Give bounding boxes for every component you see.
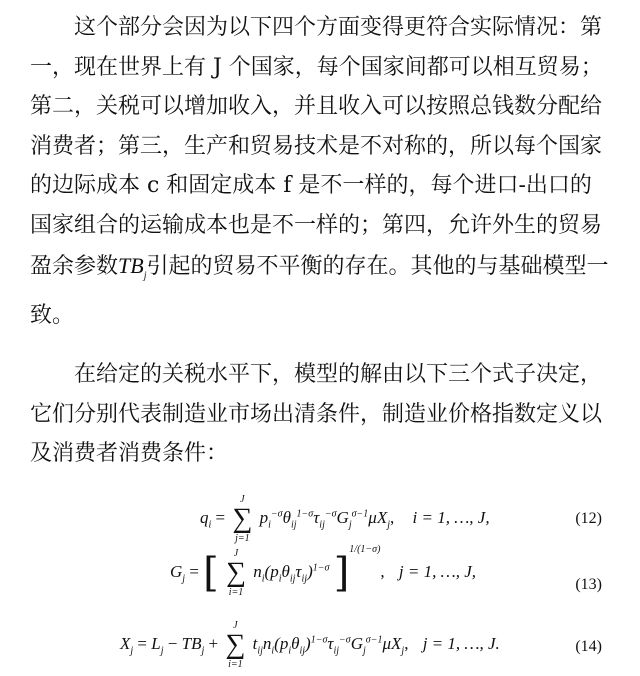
equation-13 bbox=[0, 544, 640, 618]
paragraph-intro bbox=[30, 8, 610, 335]
equation-14-body: $X_j = L_j - TB_j$ + J ∑ i=1 $t_{ij}n_i(p_i\theta_{ij})^{1-\sigma}\tau_{ij}^{-\sigma}G_j^{\sigma-1}\mu X_j$, j = 1, …, J. bbox=[120, 620, 500, 670]
paragraph-intro-text bbox=[30, 8, 610, 335]
paragraph-solution-text: 在给定的关税水平下，模型的解由以下三个式子决定，它们分别代表制造业市场出清条件，制造业价格指数定义以及消费者消费条件： bbox=[30, 362, 603, 467]
equation-13-body: $G_j$ = [ J ∑ i=1 $n_i(p_i\theta_{ij}\tau_{ij})^{1-\sigma}$ ]$^{1/(1-\sigma)}$, j = 1, …, J, bbox=[170, 544, 477, 598]
paragraph-solution bbox=[30, 355, 610, 474]
summation-symbol: J ∑ i=1 bbox=[226, 548, 246, 598]
equation-14-number: (14) bbox=[575, 638, 602, 655]
paragraph-intro-part1: 这个部分会因为以下四个方面变得更符合实际情况：第一，现在世界上有 J 个国家，每个国家间都可以相互贸易；第二，关税可以增加收入，并且收入可以按照总钱数分配给消费者；第三，生产和贸易技术是不对称的，所以每个国家的边际成本 c 和固定成本 f 是不一样的，每个进口-出口的国家组合的运输成本也是不一样的；第四，允许外生的贸易盈余参数 bbox=[30, 15, 603, 279]
summation-symbol: J ∑ j=1 bbox=[232, 494, 253, 544]
summation-symbol: J ∑ i=1 bbox=[225, 620, 246, 670]
trade-balance-symbol: $TB_j$ bbox=[118, 252, 147, 281]
equation-13-number: (13) bbox=[575, 576, 602, 593]
equation-12-body: $q_i$ = J ∑ j=1 $p_i^{-\sigma}\theta_{ij}^{1-\sigma}\tau_{ij}^{-\sigma}G_j^{\sigma-1}\mu X_j$, i = 1, …, J, bbox=[200, 494, 490, 544]
equation-14 bbox=[0, 618, 640, 676]
paragraph-intro-part2: 引起的贸易不平衡的存在。其他的与基础模型一致。 bbox=[30, 253, 609, 328]
equation-12-number: (12) bbox=[575, 510, 602, 527]
equation-12 bbox=[0, 488, 640, 548]
